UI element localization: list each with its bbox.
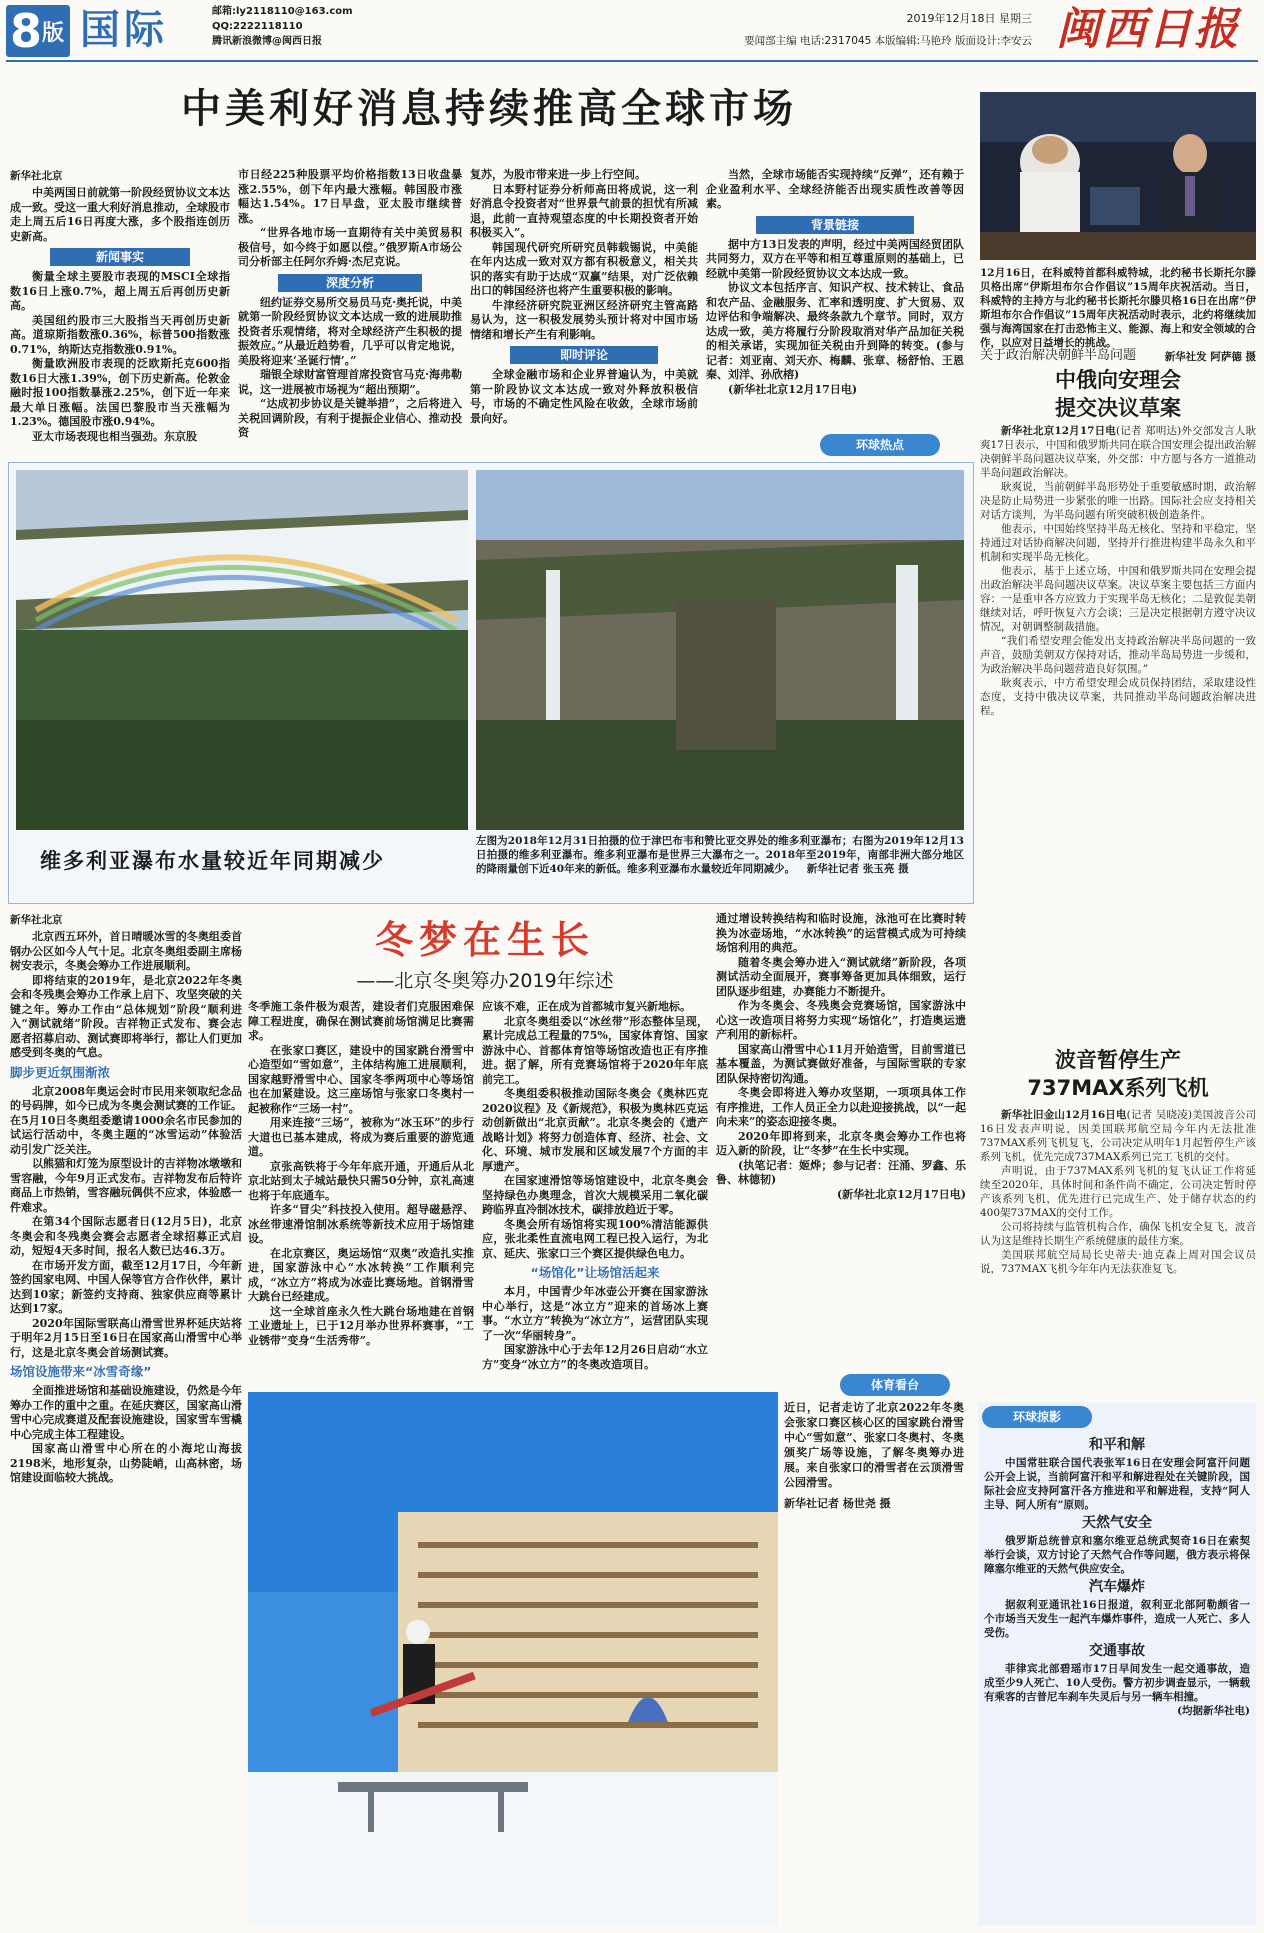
winter-p: 2020年国际雪联高山滑雪世界杯延庆站将于明年2月15日至16日在国家高山滑雪中心举行，这是北京冬奥会首场测试赛。 — [10, 1316, 242, 1359]
caption-text: 左图为2018年12月31日拍摄的位于津巴布韦和赞比亚交界处的维多利亚瀑布；右图为2019年12月13日拍摄的维多利亚瀑布。维多利亚瀑布是世界三大瀑布之一。2018年至2019年，南部非洲大部分地区的降雨量创下近40年来的新低。维多利亚瀑布水量较近年同期减少。 — [476, 835, 964, 875]
subhead-text: 新闻事实 — [95, 250, 144, 264]
briefs-box — [978, 1402, 1256, 1926]
subhead-venue-activation: “场馆化”让场馆活起来 — [530, 1265, 660, 1280]
korea-body — [980, 424, 1256, 1016]
headline-line: 737MAX系列飞机 — [1027, 1076, 1209, 1100]
tag-global-glimpse: 环球掠影 — [982, 1406, 1092, 1428]
dateline: 新华社旧金山12月16日电 — [1001, 1109, 1127, 1121]
boeing-p: 声明说，由于737MAX系列飞机的复飞认证工作将延续至2020年，具体时间和条件尚不确定，公司决定暂时停产该系列飞机，优先进行已完成生产、处于储存状态的约400架737MAX的交付工作。 — [980, 1165, 1256, 1219]
brief-text: 中国常驻联合国代表张军16日在安理会阿富汗问题公开会上说，当前阿富汗和平和解进程处在关键阶段，国际社会应支持阿富汗各方推进和平和解进程，支持“阿人主导、阿人所有”原则。 — [984, 1457, 1250, 1511]
brief-title: 和平和解 — [1089, 1437, 1145, 1453]
waterfall-2018-image — [16, 470, 468, 830]
winter-p: 冬奥会所有场馆将实现100%清洁能源供应，张北柔性直流电网工程已投入运行，为北京、延庆、张家口三个赛区提供绿色电力。 — [482, 1217, 708, 1260]
winter-column-1 — [10, 930, 242, 1926]
winter-p: 在张家口赛区，建设中的国家跳台滑雪中心造型如“雪如意”，主体结构施工进展顺利，国家越野滑雪中心、国家冬季两项中心等场馆也在加紧建设。这三座场馆与张家口冬奥村一起被称作“三场一村”。 — [248, 1043, 474, 1115]
caption-text: 近日，记者走访了北京2022年冬奥会张家口赛区核心区的国家跳台滑雪中心“雪如意”、张家口冬奥村、冬奥颁奖广场等设施，了解冬奥筹办进展。来自张家口的滑雪者在云顶滑雪公园滑雪。 — [784, 1401, 964, 1489]
winter-p: 应该不难，正在成为首都城市复兴新地标。 — [482, 1000, 691, 1013]
winter-headline: 冬梦在生长 — [374, 918, 595, 962]
lead-column-3 — [470, 168, 698, 456]
lead-p: 市日经225种股票平均价格指数13日收盘暴涨2.55%，创下年内最大涨幅。韩国股市涨幅达1.54%。17日早盘，亚太股市继续普涨。 — [238, 168, 462, 225]
winter-p: 冬奥会即将进入筹办攻坚期，一项项具体工作有序推进，工作人员正全力以赴迎接挑战，以“一起向未来”的姿态迎接冬奥。 — [716, 1086, 966, 1128]
lead-p: “达成初步协议是关键举措”，之后将进入关税回调阶段，有利于提振企业信心、推动投资 — [238, 397, 462, 439]
winter-p: 随着冬奥会筹办进入“测试就绪”新阶段，各项测试活动全面展开，赛事筹备更加具体细致，运行团队逐步组建，办赛能力不断提升。 — [716, 955, 966, 998]
ski-resort-image — [248, 1392, 778, 1926]
lead-p: 协议文本包括序言、知识产权、技术转让、食品和农产品、金融服务、汇率和透明度、扩大贸易、双边评估和争端解决、最终条款九个章节。同时，双方达成一致，美方将履行分阶段取消对华产品加征关税的相关承诺，实现加征关税由升到降的转变。(参与记者：刘亚南、刘天亦、梅麟、张章、杨舒怡、王恩秦、刘洋、孙欣榕) — [706, 281, 964, 381]
lead-p: (新华社北京12月17日电) — [728, 382, 858, 396]
lead-p: 中美两国日前就第一阶段经贸协议文本达成一致。受这一重大利好消息推动，全球股市走上周五后16日再度大涨，多个股指连创历史新高。 — [10, 186, 230, 243]
caption-text: 12月16日，在科威特首都科威特城，北约秘书长斯托尔滕贝格出席“伊斯坦布尔合作倡议”15周年庆祝活动。当日，科威特的主持方与北约秘书长斯托尔滕贝格16日在出席“伊斯坦布尔合作倡议”15周年庆祝活动时表示，北约将继续加强与海湾国家在打击恐怖主义、能源、海上和安全领域的合作，以应对日益增长的挑战。 — [980, 267, 1256, 349]
winter-p: 在第34个国际志愿者日(12月5日)，北京冬奥会和冬残奥会赛会志愿者全球招募正式启动，短短4天多时间，报名人数已达46.3万。 — [10, 1215, 242, 1257]
issue-date: 2019年12月18日 星期三 — [906, 12, 1032, 25]
lead-byline: 新华社北京 — [10, 170, 63, 182]
winter-p: 通过增设转换结构和临时设施，泳池可在比赛时转换为冰壶场地，“水冰转换”的运营模式成为可持续场馆利用的典范。 — [716, 912, 966, 954]
briefs-list — [984, 1434, 1250, 1922]
page-number: 8 — [10, 4, 43, 58]
ski-photo — [248, 1392, 778, 1926]
korea-p: 耿爽说，当前朝鲜半岛形势处于重要敏感时期，政治解决是防止局势进一步紧张的唯一出路。国际社会应支持相关对话方谈判，为半岛问题有所突破积极创造条件。 — [980, 481, 1256, 521]
staff-line: 要闻部主编 电话:2317045 本版编辑:马艳玲 版面设计:李安云 — [744, 35, 1032, 47]
tag-sports: 体育看台 — [840, 1374, 950, 1396]
winter-p: 国家高山滑雪中心所在的小海坨山海拔2198米，地形复杂，山势陡峭，山高林密，场馆建设面临较大挑战。 — [10, 1442, 242, 1484]
contact-email: 邮箱:ly2118110@163.com — [212, 6, 353, 17]
winter-column-2 — [248, 1000, 474, 1380]
lead-p: 纽约证券交易所交易员马克·奥托说，中美就第一阶段经贸协议文本达成一致的进展助推投资者乐观情绪，将对全球经济产生积极的提振效应。”从最近趋势看，几乎可以肯定地说，美股将迎来‘圣诞行情’。” — [238, 295, 462, 367]
winter-p: 在国家速滑馆等场馆建设中，北京冬奥会坚持绿色办奥理念，首次大规模采用二氧化碳跨临界直冷制冰技术，碳排放趋近于零。 — [482, 1174, 708, 1216]
lead-p: 据中方13日发表的声明，经过中美两国经贸团队共同努力，双方在平等和相互尊重原则的基础上，已经就中美第一阶段经贸协议文本达成一致。 — [706, 237, 964, 280]
lead-p: 日本野村证券分析师高田将成说，这一利好消息令投资者对“世界景气前景的担忧有所减退，此前一直持观望态度的中长期投资者开始积极买入”。 — [470, 182, 698, 239]
subhead-olympic-atmosphere: 脚步更近氛围渐浓 — [10, 1064, 111, 1080]
lead-p: 全球金融市场和企业界普遍认为，中美就第一阶段协议文本达成一致对外释放积极信号，市场的不确定性风险在收敛，全球市场前景向好。 — [470, 368, 698, 425]
victoria-title: 维多利亚瀑布水量较近年同期减少 — [40, 849, 385, 873]
section-name: 国际 — [80, 7, 168, 53]
winter-p: 即将结束的2019年，是北京2022年冬奥会和冬残奥会筹办工作承上启下、攻坚突破的关键之年。筹办工作由“总体规划”阶段“顺利进入“测试就绪”阶段。吉祥物正式发布、赛会志愿者招募启动、测试赛即将举行，都让人们更加感受到冬奥的气息。 — [10, 973, 242, 1059]
winter-p: 冬季施工条件极为艰苦，建设者们克服困难保障工程进度，确保在测试赛前场馆满足比赛需求。 — [248, 1000, 474, 1042]
lead-column-1 — [10, 186, 230, 456]
winter-p: 作为冬奥会、冬残奥会竞赛场馆，国家游泳中心这一改造项目将努力实现“场馆化”，打造奥运遗产利用的新标杆。 — [716, 999, 966, 1041]
winter-p: 2020年即将到来，北京冬奥会筹办工作也将迈入新的阶段，让“冬梦”在生长中实现。 — [716, 1129, 966, 1157]
winter-byline: 新华社北京 — [10, 914, 63, 926]
lead-p: 衡量全球主要股市表现的MSCI全球指数16日上涨0.7%，超上周五后再创历史新高。 — [10, 270, 230, 312]
korea-p: “我们希望安理会能发出支持政治解决半岛问题的一致声音，鼓励美朝双方保持对话，推动半岛局势进一步缓和，为政治解决半岛问题营造良好氛围。” — [980, 635, 1256, 675]
lead-p: 牛津经济研究院亚洲区经济研究主管高路易认为，这一积极发展势头预计将对中国市场情绪和增长产生有利影响。 — [470, 298, 698, 341]
photo-credit: 新华社记者 张玉亮 摄 — [806, 863, 909, 875]
winter-p: 本月，中国青少年冰壶公开赛在国家游泳中心举行，这是“冰立方”迎来的首场冰上赛事。“水立方”转换为“冰立方”，运营团队实现了一次“华丽转身”。 — [482, 1285, 708, 1342]
lead-headline: 中美利好消息持续推高全球市场 — [181, 86, 797, 132]
victoria-caption — [476, 834, 964, 898]
subhead-text: 即时评论 — [559, 348, 608, 362]
winter-p: 国家高山滑雪中心11月开始造雪，目前雪道已基本覆盖，为测试赛做好准备，与国际雪联的专家团队保持密切沟通。 — [716, 1042, 966, 1085]
headline-line: 波音暂停生产 — [1055, 1048, 1181, 1072]
winter-p: 许多“冒尖”科技投入使用。超导磁悬浮、冰丝带速滑馆制冰系统等新技术应用于场馆建设。 — [248, 1203, 474, 1245]
headline-line: 提交决议草案 — [1055, 396, 1181, 420]
lead-p: 衡量欧洲股市表现的泛欧斯托克600指数16日大涨1.39%，创下历史新高。伦敦金融时报100指数暴涨2.25%，创下近一年来最大单日涨幅。法国巴黎股市当天涨幅为1.23%。德国股市涨0.94%。 — [10, 357, 230, 428]
korea-p — [980, 424, 1256, 480]
lead-p: 亚太市场表现也相当强劲。东京股 — [32, 429, 197, 443]
winter-p: 北京冬奥组委以“冰丝带”形态整体呈现，累计完成总工程量的75%，国家体育馆、国家游泳中心、首都体育馆等场馆改造也正有序推进。据了解，所有竞赛场馆将于2020年年底前完工。 — [482, 1014, 708, 1086]
boeing-p — [980, 1108, 1256, 1164]
subhead-text: 深度分析 — [325, 275, 374, 290]
subhead-instant-comment — [510, 346, 658, 364]
winter-p: (新华社北京12月17日电) — [836, 1187, 966, 1201]
lead-p: 美国纽约股市三大股指当天再创历史新高。道琼斯指数涨0.36%，标普500指数涨0.71%，纳斯达克指数涨0.91%。 — [10, 313, 230, 356]
winter-p: 在北京赛区，奥运场馆“双奥”改造扎实推进，国家游泳中心“水冰转换”工作顺利完成，“冰立方”将成为冰壶比赛场地。首钢滑雪大跳台已经建成。 — [248, 1246, 474, 1303]
winter-column-3 — [482, 1000, 708, 1380]
victoria-photo-left — [16, 470, 468, 830]
brief-text: 俄罗斯总统普京和塞尔维亚总统武契奇16日在索契举行会谈，双方讨论了天然气合作等问题，俄方表示将保障塞尔维亚的天然气供应安全。 — [984, 1535, 1250, 1575]
subhead-venue-facilities: 场馆设施带来“冰雪奇缘” — [10, 1364, 152, 1379]
korea-overline: 关于政治解决朝鲜半岛问题 — [980, 348, 1137, 363]
korea-p: 他表示，中国始终坚持半岛无核化、坚持和平稳定，坚持通过对话协商解决问题，坚持并行推进构建半岛永久和平机制和实现半岛无核化。 — [980, 523, 1256, 563]
boeing-body — [980, 1108, 1256, 1392]
boeing-headline — [980, 1046, 1256, 1102]
brief-text: 据叙利亚通讯社16日报道，叙利亚北部阿勒颇省一个市场当天发生一起汽车爆炸事件，造成一人死亡、多人受伤。 — [984, 1599, 1250, 1639]
tag-global-hotspot: 环球热点 — [820, 434, 940, 456]
boeing-text: (记者 吴晓凌)美国波音公司16日发表声明说，因美国联邦航空局今年内无法批准737MAX系列飞机复飞，公司决定从明年1月起暂停生产该系列飞机，优先完成737MAX系列已完工飞机的交付。 — [980, 1109, 1256, 1163]
masthead — [0, 0, 1264, 62]
winter-p: 全面推进场馆和基础设施建设，仍然是今年筹办工作的重中之重。在延庆赛区，国家高山滑雪中心完成赛道及配套设施建设，国家雪车雪橇中心完成主体工程建设。 — [10, 1384, 242, 1441]
winter-p: 国家游泳中心于去年12月26日启动“水立方”变身“冰立方”的冬奥改造项目。 — [482, 1343, 708, 1371]
brief-text: 菲律宾北部碧瑶市17日早间发生一起交通事故，造成至少9人死亡、10人受伤。警方初步调查显示，一辆载有乘客的吉普尼车刹车失灵后与另一辆车相撞。 — [984, 1663, 1250, 1703]
winter-p: 北京2008年奥运会时市民用来领取纪念品的号码牌，如今已成为冬奥会测试赛的工作证。在5月10日冬奥组委邀请1000余名市民参加的试运行活动中，冬奥主题的“冰雪运动”体验活动引发广泛关注。 — [10, 1084, 242, 1156]
contact-info — [212, 4, 353, 49]
dateline: 新华社北京12月17日电 — [1001, 425, 1116, 437]
contact-weibo: 腾讯新浪微博@闽西日报 — [212, 36, 322, 47]
subhead-background-link — [756, 216, 914, 234]
winter-column-4 — [716, 912, 966, 1366]
korea-text: (记者 郑明达)外交部发言人耿爽17日表示，中国和俄罗斯共同在联合国安理会提出政治解决朝鲜半岛问题决议草案，外交部：中方愿与各方一道推动半岛问题政治解决。 — [980, 425, 1256, 479]
brief-title: 汽车爆炸 — [1089, 1579, 1145, 1595]
winter-p: 冬奥组委积极推动国际冬奥会《奥林匹克2020议程》及《新规范》，积极为奥林匹克运动创新做出“北京贡献”。北京冬奥会的《遗产战略计划》将努力创造体育、经济、社会、文化、环境、城市发展和区域发展7个方面的丰厚遗产。 — [482, 1087, 708, 1173]
boeing-p: 公司将持续与监管机构合作，确保飞机安全复飞，波音认为这是维持长期生产系统健康的最佳方案。 — [980, 1221, 1256, 1247]
headline-line: 中俄向安理会 — [1055, 368, 1181, 392]
subhead-depth-analysis — [278, 274, 422, 292]
briefs-closing: (均据新华社电) — [1177, 1705, 1250, 1717]
lead-column-2 — [238, 168, 462, 456]
victoria-photo-right — [476, 470, 964, 830]
brief-title: 交通事故 — [1089, 1643, 1145, 1659]
nato-photo — [980, 92, 1256, 260]
contact-qq: QQ:2222118110 — [212, 21, 303, 32]
nato-meeting-image — [980, 92, 1256, 260]
winter-p: 用来连接“三场”，被称为“冰玉环”的步行大道也已基本建成，将成为赛后重要的游览通道。 — [248, 1116, 474, 1158]
subhead-text: 背景链接 — [810, 217, 859, 232]
lead-p: 瑞银全球财富管理首席投资官马克·海弗勒说，这一进展被市场视为“超出预期”。 — [238, 368, 462, 396]
photo-credit: 新华社发 阿萨德 摄 — [1164, 351, 1256, 363]
brief-title: 天然气安全 — [1082, 1515, 1152, 1531]
waterfall-2019-image — [476, 470, 964, 830]
korea-p: 耿爽表示，中方希望安理会成员保持团结，采取建设性态度，支持中俄决议草案，共同推动半岛问题政治解决进程。 — [980, 677, 1256, 717]
lead-p: 当然，全球市场能否实现持续“反弹”，还有赖于企业盈利水平、全球经济能否出现实质性改善等因素。 — [706, 168, 964, 210]
korea-p: 他表示，基于上述立场，中国和俄罗斯共同在安理会提出政治解决半岛问题决议草案。决议草案主要包括三方面内容：一是重申各方应致力于实现半岛无核化；二是敦促美朝继续对话，呼吁恢复六方会谈；三是决定根据朝方遵守决议情况，对朝调整制裁措施。 — [980, 565, 1256, 633]
ski-photo-caption — [784, 1400, 964, 1920]
korea-headline — [980, 366, 1256, 422]
lead-p: “世界各地市场一直期待有关中美贸易积极信号，如今终于如愿以偿。”俄罗斯A市场公司分析部主任阿尔乔姆·杰尼克说。 — [238, 226, 462, 268]
masthead-rule — [6, 60, 1258, 62]
lead-p: 韩国现代研究所研究员韩载锡说，中美能在年内达成一致对双方都有积极意义，相关共识的落实有助于达成“双赢”结果，对广泛依赖出口的韩国经济也将产生重要积极的影响。 — [470, 240, 698, 297]
newspaper-logo: 闽西日报 — [1056, 4, 1240, 55]
winter-p: 这一全球首座永久性大跳台场地建在首钢工业遗址上，已于12月举办世界杯赛事，“工业锈带”变身“生活秀带”。 — [248, 1304, 474, 1347]
photo-credit: 新华社记者 杨世尧 摄 — [784, 1497, 891, 1510]
winter-p: 以熊猫和灯笼为原型设计的吉祥物冰墩墩和雪容融，今年9月正式发布。吉祥物发布后特许商品上市热销，雪容融玩偶供不应求，体验感一件难求。 — [10, 1157, 242, 1214]
page-unit: 版 — [42, 21, 65, 46]
page-number-box — [6, 5, 70, 57]
winter-p: 京张高铁将于今年年底开通，开通后从北京北站到太子城站最快只需50分钟，京礼高速也将于年底通车。 — [248, 1159, 474, 1202]
lead-p: 复苏，为股市带来进一步上行空间。 — [470, 168, 646, 181]
lead-column-4 — [706, 168, 964, 438]
winter-p: 北京西五环外，首日晴暖冰雪的冬奥组委首钢办公区如今人气十足。北京冬奥组委副主席杨树安表示，冬奥会筹办工作进展顺利。 — [10, 930, 242, 972]
subhead-news-fact — [50, 248, 190, 266]
winter-subhead: ——北京冬奥筹办2019年综述 — [356, 970, 614, 992]
winter-p: (执笔记者：姬烨；参与记者：汪涌、罗鑫、乐鲁、林德韧) — [716, 1158, 966, 1186]
winter-p: 在市场开发方面，截至12月17日，今年新签约国家电网、中国人保等官方合作伙伴，累计达到10家；新签约支持商、独家供应商等累计达到17家。 — [10, 1258, 242, 1315]
boeing-p: 美国联邦航空局局长史蒂夫·迪克森上周对国会议员说，737MAX飞机今年年内无法获准复飞。 — [980, 1249, 1256, 1275]
